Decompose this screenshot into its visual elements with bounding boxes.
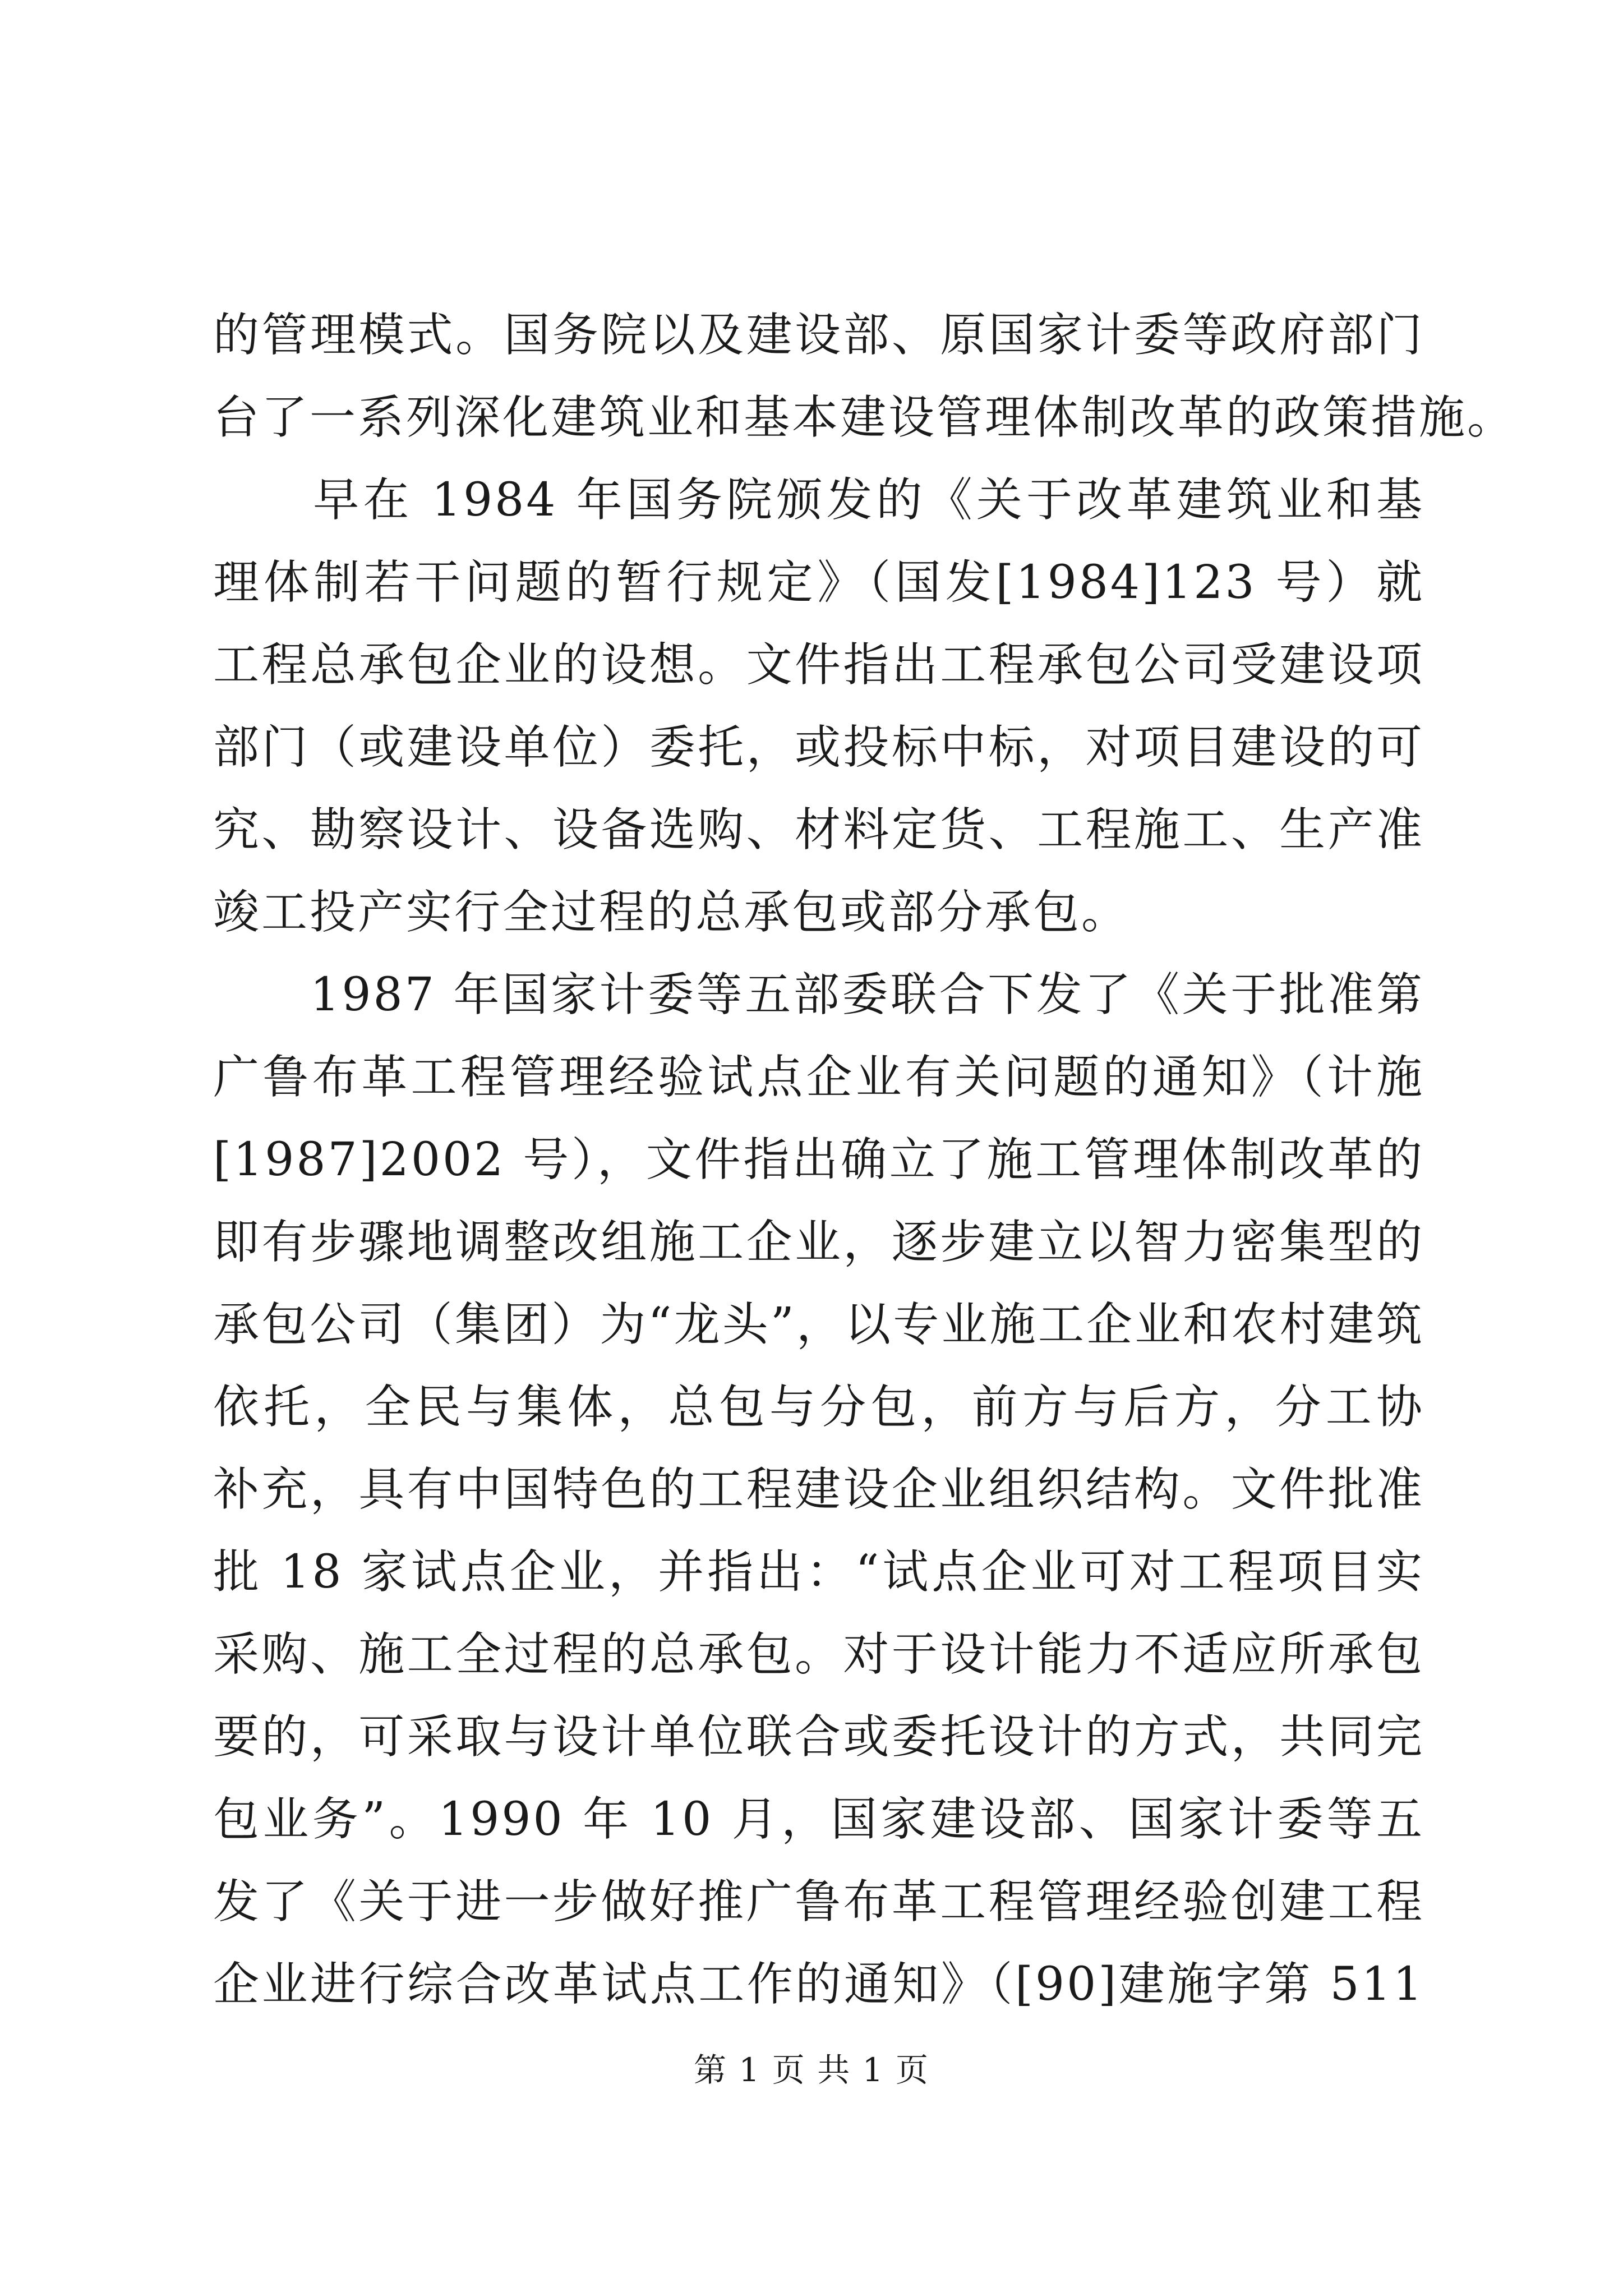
body-line-4: 理体制若干问题的暂行规定》（国发[1984]123 号）就 xyxy=(213,556,1424,609)
body-line-5: 工程总承包企业的设想。文件指出工程承包公司受建设项 xyxy=(213,638,1424,692)
body-line-12: 即有步骤地调整改组施工企业，逐步建立以智力密集型的 xyxy=(213,1216,1424,1269)
body-line-17: 采购、施工全过程的总承包。对于设计能力不适应所承包 xyxy=(213,1628,1424,1681)
body-line-19: 包业务”。1990 年 10 月，国家建设部、国家计委等五 xyxy=(213,1793,1424,1846)
body-line-3: 早在 1984 年国务院颁发的《关于改革建筑业和基 xyxy=(313,473,1424,527)
body-line-11: [1987]2002 号），文件指出确立了施工管理体制改革的 xyxy=(213,1133,1424,1186)
body-line-10: 广鲁布革工程管理经验试点企业有关问题的通知》（计施 xyxy=(213,1051,1424,1104)
body-line-8: 竣工投产实行全过程的总承包或部分承包。 xyxy=(213,886,1130,939)
body-line-1: 的管理模式。国务院以及建设部、原国家计委等政府部门 xyxy=(213,309,1424,362)
body-line-16: 批 18 家试点企业，并指出：“试点企业可对工程项目实 xyxy=(213,1545,1424,1599)
body-line-13: 承包公司（集团）为“龙头”，以专业施工企业和农村建筑 xyxy=(213,1298,1424,1351)
body-line-18: 要的，可采取与设计单位联合或委托设计的方式，共同完 xyxy=(213,1710,1424,1764)
body-line-2: 台了一系列深化建筑业和基本建设管理体制改革的政策措施。 xyxy=(213,391,1516,444)
body-line-7: 究、勘察设计、设备选购、材料定货、工程施工、生产准 xyxy=(213,803,1424,857)
page-footer: 第 1 页 共 1 页 xyxy=(694,2051,929,2089)
body-line-20: 发了《关于进一步做好推广鲁布革工程管理经验创建工程 xyxy=(213,1875,1424,1929)
body-line-9: 1987 年国家计委等五部委联合下发了《关于批准第 xyxy=(310,968,1424,1022)
body-line-21: 企业进行综合改革试点工作的通知》（[90]建施字第 511 xyxy=(213,1958,1424,2011)
body-line-15: 补充，具有中国特色的工程建设企业组织结构。文件批准 xyxy=(213,1463,1424,1516)
body-line-6: 部门（或建设单位）委托，或投标中标，对项目建设的可 xyxy=(213,721,1424,774)
body-line-14: 依托，全民与集体，总包与分包，前方与后方，分工协 xyxy=(213,1381,1424,1434)
